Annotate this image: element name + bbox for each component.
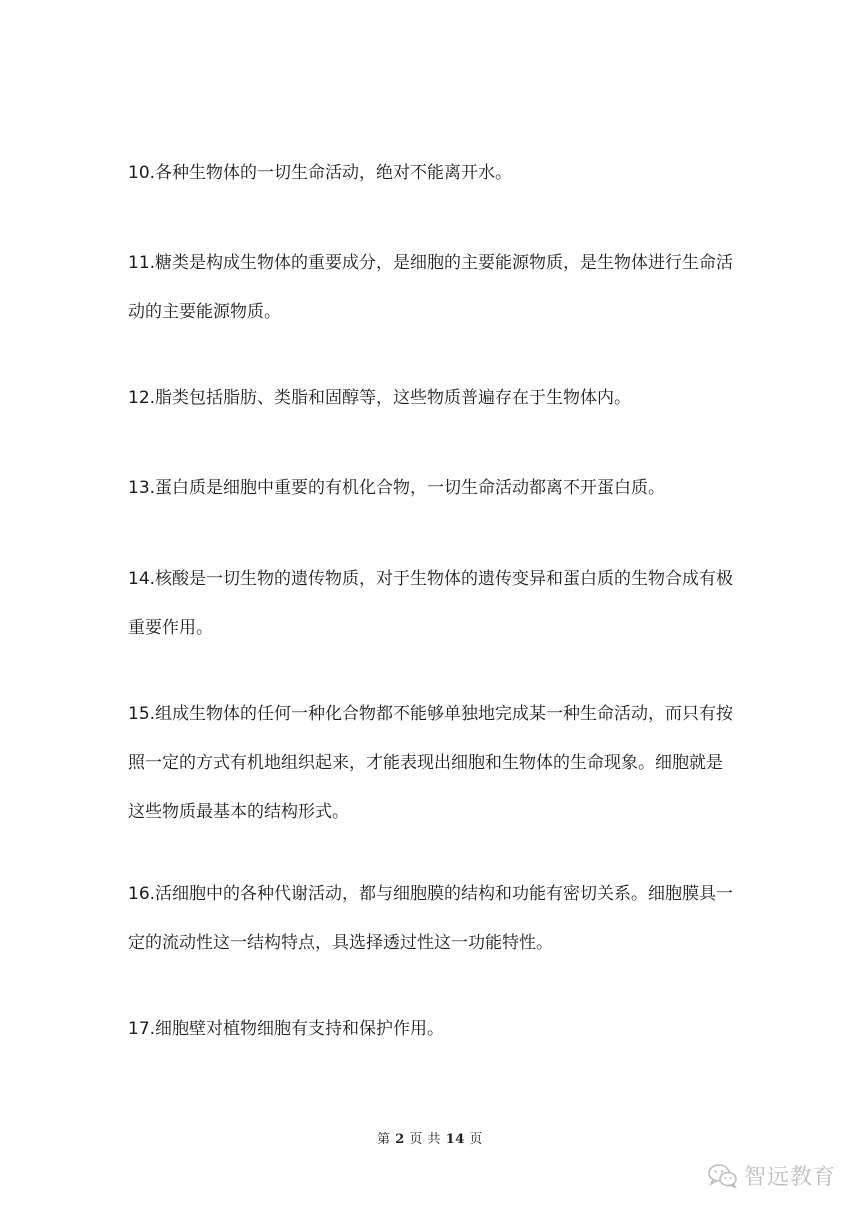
paragraph-15 (128, 701, 738, 825)
text-line: 14.核酸是一切生物的遗传物质，对于生物体的遗传变异和蛋白质的生物合成有极 (128, 569, 734, 589)
footer-suffix: 页 (469, 1132, 483, 1147)
page-footer (0, 1128, 860, 1147)
footer-middle: 页 共 (409, 1132, 442, 1147)
text-line: 定的流动性这一结构特点，具选择透过性这一功能特性。 (128, 933, 553, 953)
text-line: 13.蛋白质是细胞中重要的有机化合物，一切生命活动都离不开蛋白质。 (128, 478, 666, 498)
paragraph-17 (128, 1016, 738, 1042)
wechat-icon (708, 1163, 738, 1189)
paragraph-12 (128, 385, 738, 411)
text-line: 这些物质最基本的结构形式。 (128, 802, 349, 822)
paragraph-16 (128, 881, 738, 956)
text-line: 11.糖类是构成生物体的重要成分，是细胞的主要能源物质，是生物体进行生命活 (128, 253, 734, 273)
text-line: 15.组成生物体的任何一种化合物都不能够单独地完成某一种生命活动，而只有按 (128, 704, 734, 724)
footer-prefix: 第 (377, 1132, 391, 1147)
text-line: 重要作用。 (128, 618, 213, 638)
footer-total-pages: 14 (445, 1132, 465, 1147)
text-line: 12.脂类包括脂肪、类脂和固醇等，这些物质普遍存在于生物体内。 (128, 388, 632, 408)
text-line: 照一定的方式有机地组织起来，才能表现出细胞和生物体的生命现象。细胞就是 (128, 753, 723, 773)
paragraph-10 (128, 160, 738, 186)
text-line: 10.各种生物体的一切生命活动，绝对不能离开水。 (128, 163, 513, 183)
paragraph-13 (128, 475, 738, 501)
text-line: 17.细胞壁对植物细胞有支持和保护作用。 (128, 1019, 445, 1039)
watermark-text: 智远教育 (744, 1165, 837, 1190)
footer-page-number: 2 (395, 1132, 405, 1147)
text-line: 16.活细胞中的各种代谢活动，都与细胞膜的结构和功能有密切关系。细胞膜具一 (128, 884, 734, 904)
paragraph-14 (128, 566, 738, 641)
watermark (708, 1160, 836, 1191)
paragraph-11 (128, 250, 738, 325)
text-line: 动的主要能源物质。 (128, 302, 281, 322)
